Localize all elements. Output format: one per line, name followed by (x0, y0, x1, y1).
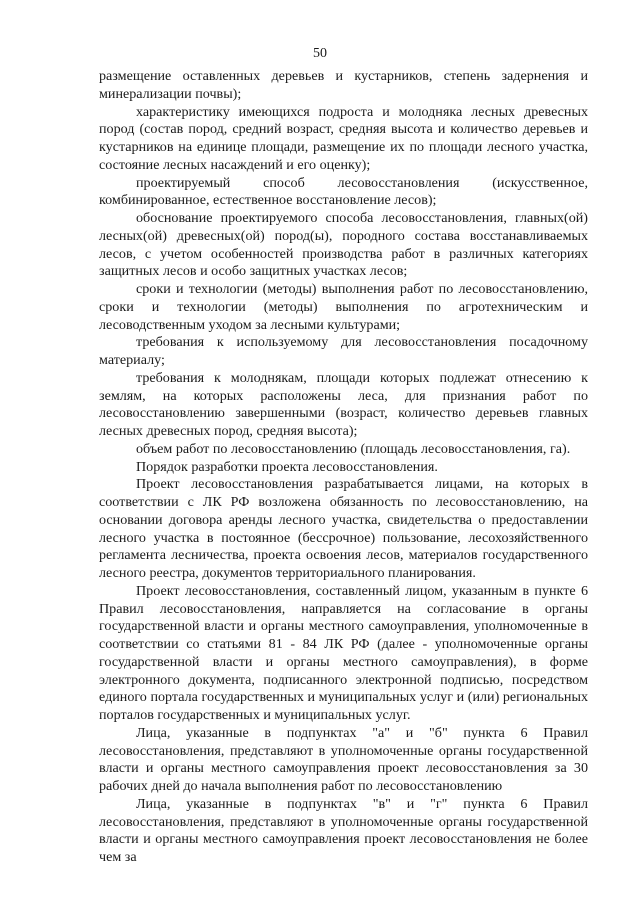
document-body (99, 68, 588, 867)
paragraph-development: Проект лесовосстановления разрабатывается лицами, на которых в соответствии с ЛК РФ возложена обязанность по лесовосстановлению, на основании договора аренды лесного участка, свидетельства о предоставлении лесного участка в постоянное (бессрочное) пользование, лесохозяйственного регламента лесничества, проекта освоения лесов, материалов государственного лесного реестра, документов территориального планирования. (99, 476, 588, 581)
paragraph-procedure-heading: Порядок разработки проекта лесовосстановления. (136, 458, 438, 475)
paragraph-mineralization: размещение оставленных деревьев и кустарников, степень задернения и минерализации почвы); (99, 68, 588, 102)
paragraph-volume: объем работ по лесовосстановлению (площадь лесовосстановления, га). (136, 440, 571, 457)
paragraph-subpoints-v-g: Лица, указанные в подпунктах "в" и "г" пункта 6 Правил лесовосстановления, представляют в уполномоченные органы государственной власти и органы местного самоуправления проект лесовосстановления не более чем за (99, 795, 588, 865)
paragraph-justification: обоснование проектируемого способа лесовосстановления, главных(ой) лесных(ой) древесных(ой) пород(ы), породного состава восстанавливаемых лесов, с учетом особенностей производства работ в различных категориях защитных лесов и особо защитных участках лесов; (99, 210, 588, 280)
paragraph-subpoints-a-b: Лица, указанные в подпунктах "а" и "б" пункта 6 Правил лесовосстановления, представляют в уполномоченные органы государственной власти и органы местного самоуправления проект лесовосстановления за 30 рабочих дней до начала выполнения работ по лесовосстановлению (99, 724, 588, 794)
page-number: 50 (313, 46, 327, 61)
paragraph-terms: сроки и технологии (методы) выполнения работ по лесовосстановлению, сроки и технологии (методы) выполнения по агротехническим и лесоводственным уходом за лесными культурами; (99, 281, 588, 333)
paragraph-planting-material: требования к используемому для лесовосстановления посадочному материалу; (99, 334, 588, 368)
paragraph-undergrowth: характеристику имеющихся подроста и молодняка лесных древесных пород (состав пород, средний возраст, средняя высота и количество деревьев и кустарников на единице площади, размещение их по площади лесного участка, состояние лесных насаждений и его оценку); (99, 103, 588, 173)
paragraph-young-stands: требования к молоднякам, площади которых подлежат отнесению к землям, на которых расположены леса, для признания работ по лесовосстановлению завершенными (возраст, количество деревьев главных лесных древесных пород, средняя высота); (99, 369, 588, 439)
paragraph-approval: Проект лесовосстановления, составленный лицом, указанным в пункте 6 Правил лесовосстановления, направляется на согласование в органы государственной власти и органы местного самоуправления, уполномоченные в соответствии со статьями 81 - 84 ЛК РФ (далее - уполномоченные органы государственной власти и органы местного самоуправления), в форме электронного документа, подписанного электронной подписью, посредством единого портала государственных и муниципальных услуг и (или) региональных порталов государственных и муниципальных услуг. (99, 582, 588, 723)
paragraph-method: проектируемый способ лесовосстановления (искусственное, комбинированное, естественное восстановление лесов); (99, 174, 588, 209)
